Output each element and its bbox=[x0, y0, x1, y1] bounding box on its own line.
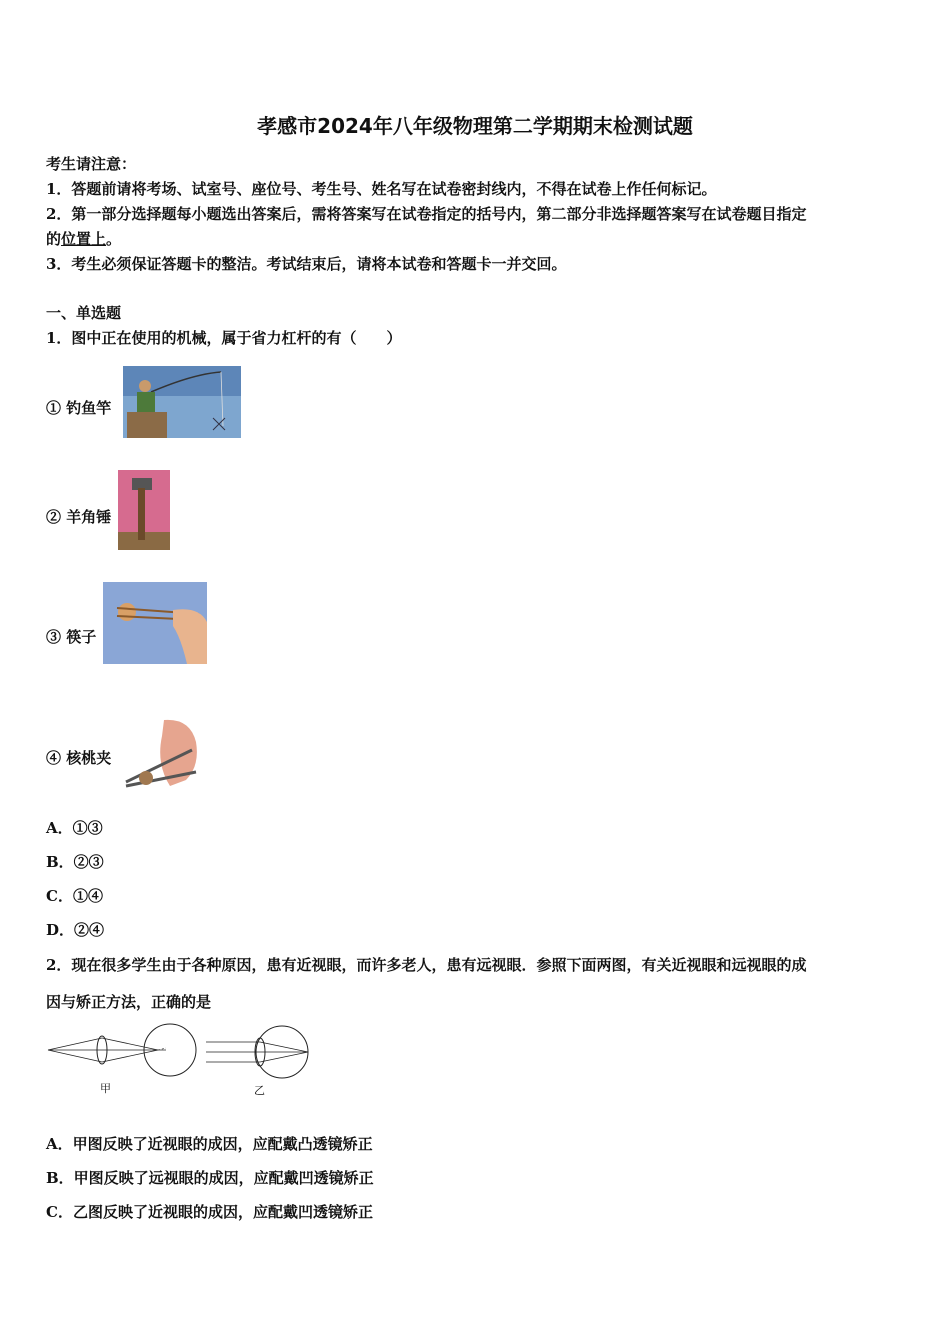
fishing-rod-image bbox=[123, 366, 241, 438]
eye-diagram-left-label: 甲 bbox=[100, 1082, 111, 1095]
question-2-stem-line-2: 因与矫正方法，正确的是 bbox=[46, 993, 212, 1011]
q1-item-fishing-rod-label: ① 钓鱼竿 bbox=[46, 399, 112, 417]
eye-diagram-right bbox=[206, 1026, 308, 1078]
q2-option-b[interactable]: B．甲图反映了远视眼的成因，应配戴凹透镜矫正 bbox=[46, 1169, 374, 1187]
notice-item-2-cont-post: 。 bbox=[106, 230, 122, 248]
chopsticks-image bbox=[103, 582, 207, 664]
eye-diagram-right-label: 乙 bbox=[254, 1084, 265, 1097]
section-heading: 一、单选题 bbox=[46, 304, 122, 322]
q2-option-c[interactable]: C．乙图反映了近视眼的成因，应配戴凹透镜矫正 bbox=[46, 1203, 373, 1221]
claw-hammer-image bbox=[118, 470, 170, 550]
notice-item-2-cont-pre: 的 bbox=[46, 230, 62, 248]
q1-item-chopsticks-label: ③ 筷子 bbox=[46, 628, 97, 646]
q1-option-d[interactable]: D．②④ bbox=[46, 921, 105, 939]
nutcracker-image bbox=[116, 716, 202, 794]
q1-item-nutcracker-label: ④ 核桃夹 bbox=[46, 749, 112, 767]
q1-item-claw-hammer-label: ② 羊角锤 bbox=[46, 508, 112, 526]
question-2-stem-line-1: 2．现在很多学生由于各种原因，患有近视眼，而许多老人，患有远视眼．参照下面两图，有关近视眼和远视眼的成 bbox=[46, 956, 807, 974]
notice-item-2-cont bbox=[46, 228, 121, 249]
q1-option-b[interactable]: B．②③ bbox=[46, 853, 104, 871]
notice-item-1: 1．答题前请将考场、试室号、座位号、考生号、姓名写在试卷密封线内，不得在试卷上作任何标记。 bbox=[46, 180, 717, 198]
notice-item-2: 2．第一部分选择题每小题选出答案后，需将答案写在试卷指定的括号内，第二部分非选择题答案写在试卷题目指定 bbox=[46, 205, 807, 223]
notice-item-3: 3．考生必须保证答题卡的整洁。考试结束后，请将本试卷和答题卡一并交回。 bbox=[46, 255, 567, 273]
notice-heading: 考生请注意： bbox=[46, 155, 137, 173]
page-title: 孝感市2024年八年级物理第二学期期末检测试题 bbox=[257, 114, 693, 138]
q2-option-a[interactable]: A．甲图反映了近视眼的成因，应配戴凸透镜矫正 bbox=[46, 1135, 373, 1153]
notice-item-2-underlined: 位置上 bbox=[61, 230, 107, 248]
q1-option-c[interactable]: C．①④ bbox=[46, 887, 103, 905]
question-1-stem: 1．图中正在使用的机械，属于省力杠杆的有（ ） bbox=[46, 329, 402, 347]
eye-diagram-left bbox=[48, 1024, 196, 1076]
eye-diagrams bbox=[46, 1020, 316, 1100]
q1-option-a[interactable]: A．①③ bbox=[46, 819, 103, 837]
